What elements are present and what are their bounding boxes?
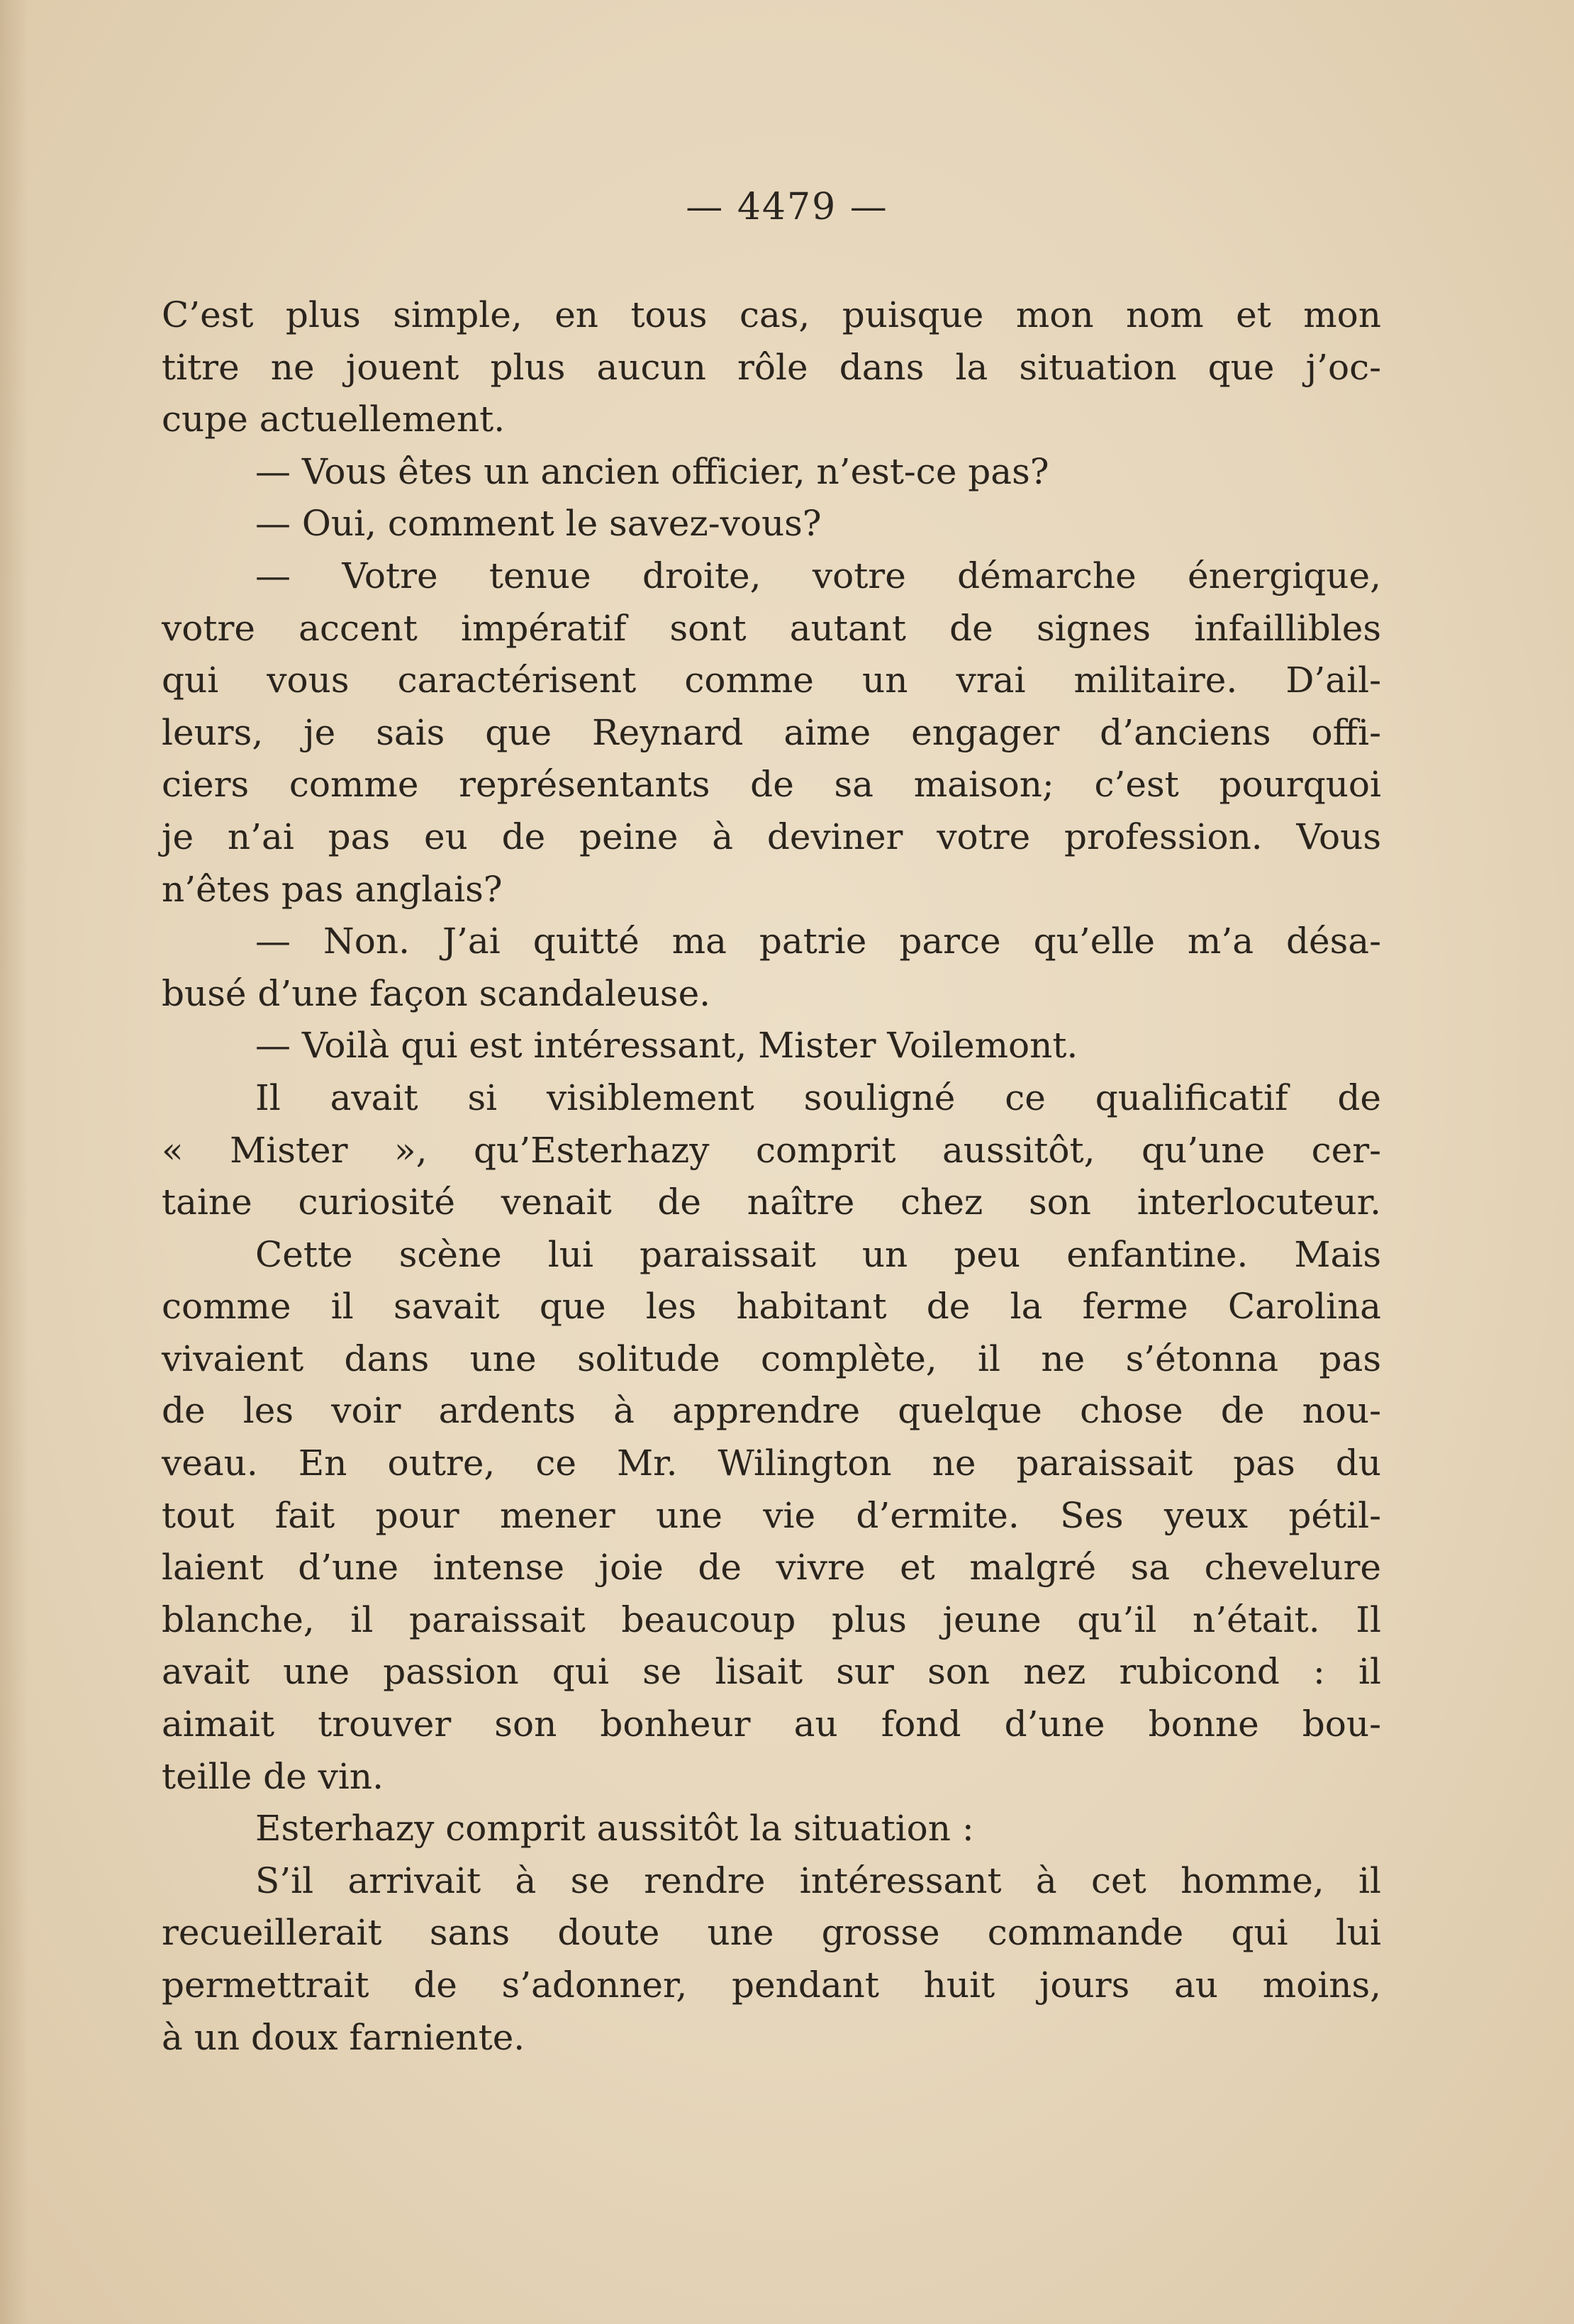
text-line: votre accent impératif sont autant de signes infaillibles [162, 607, 1381, 649]
text-line: de les voir ardents à apprendre quelque chose de nou- [162, 1390, 1381, 1432]
text-line: vivaient dans une solitude complète, il ne s’étonna pas [162, 1338, 1381, 1379]
text-line: « Mister », qu’Esterhazy comprit aussitôt, qu’une cer- [162, 1129, 1381, 1171]
text-line: qui vous caractérisent comme un vrai militaire. D’ail- [162, 660, 1381, 701]
text-line: taine curiosité venait de naître chez son interlocuteur. [162, 1182, 1381, 1223]
text-line: blanche, il paraissait beaucoup plus jeune qu’il n’était. Il [162, 1599, 1381, 1640]
text-line: comme il savait que les habitant de la ferme Carolina [162, 1286, 1381, 1328]
text-line: Esterhazy comprit aussitôt la situation : [255, 1808, 974, 1850]
text-line: leurs, je sais que Reynard aime engager d’anciens offi- [162, 711, 1381, 753]
text-line: laient d’une intense joie de vivre et malgré sa chevelure [162, 1547, 1381, 1589]
text-line: ciers comme représentants de sa maison; c’est pourquoi [162, 764, 1381, 806]
text-line: permettrait de s’adonner, pendant huit jours au moins, [162, 1964, 1381, 2006]
text-line: — Voilà qui est intéressant, Mister Voilemont. [255, 1025, 1078, 1067]
text-line: — Non. J’ai quitté ma patrie parce qu’elle m’a désa- [255, 921, 1381, 962]
text-line: — Vous êtes un ancien officier, n’est-ce pas? [255, 450, 1049, 492]
text-line: n’êtes pas anglais? [162, 868, 503, 910]
text-line: Cette scène lui paraissait un peu enfantine. Mais [255, 1233, 1381, 1275]
text-line: je n’ai pas eu de peine à deviner votre profession. Vous [162, 816, 1381, 857]
text-line: aimait trouver son bonheur au fond d’une bonne bou- [162, 1703, 1381, 1745]
text-line: busé d’une façon scandaleuse. [162, 972, 711, 1014]
text-line: — Votre tenue droite, votre démarche énergique, [255, 555, 1381, 596]
text-line: veau. En outre, ce Mr. Wilington ne paraissait pas du [162, 1442, 1381, 1484]
text-line: avait une passion qui se lisait sur son nez rubicond : il [162, 1651, 1381, 1693]
text-line: C’est plus simple, en tous cas, puisque mon nom et mon [162, 294, 1381, 335]
text-line: titre ne jouent plus aucun rôle dans la situation que j’oc- [162, 346, 1381, 388]
body-text [162, 289, 1381, 2064]
page-number: — 4479 — [686, 186, 888, 228]
text-line: à un doux farniente. [162, 2016, 525, 2058]
text-line: tout fait pour mener une vie d’ermite. Ses yeux pétil- [162, 1494, 1381, 1536]
text-line: S’il arrivait à se rendre intéressant à cet homme, il [255, 1859, 1381, 1901]
text-line: Il avait si visiblement souligné ce qualificatif de [255, 1077, 1381, 1118]
text-line: — Oui, comment le savez-vous? [255, 503, 822, 545]
text-line: recueillerait sans doute une grosse commande qui lui [162, 1912, 1381, 1954]
text-line: teille de vin. [162, 1755, 384, 1797]
text-line: cupe actuellement. [162, 399, 506, 440]
